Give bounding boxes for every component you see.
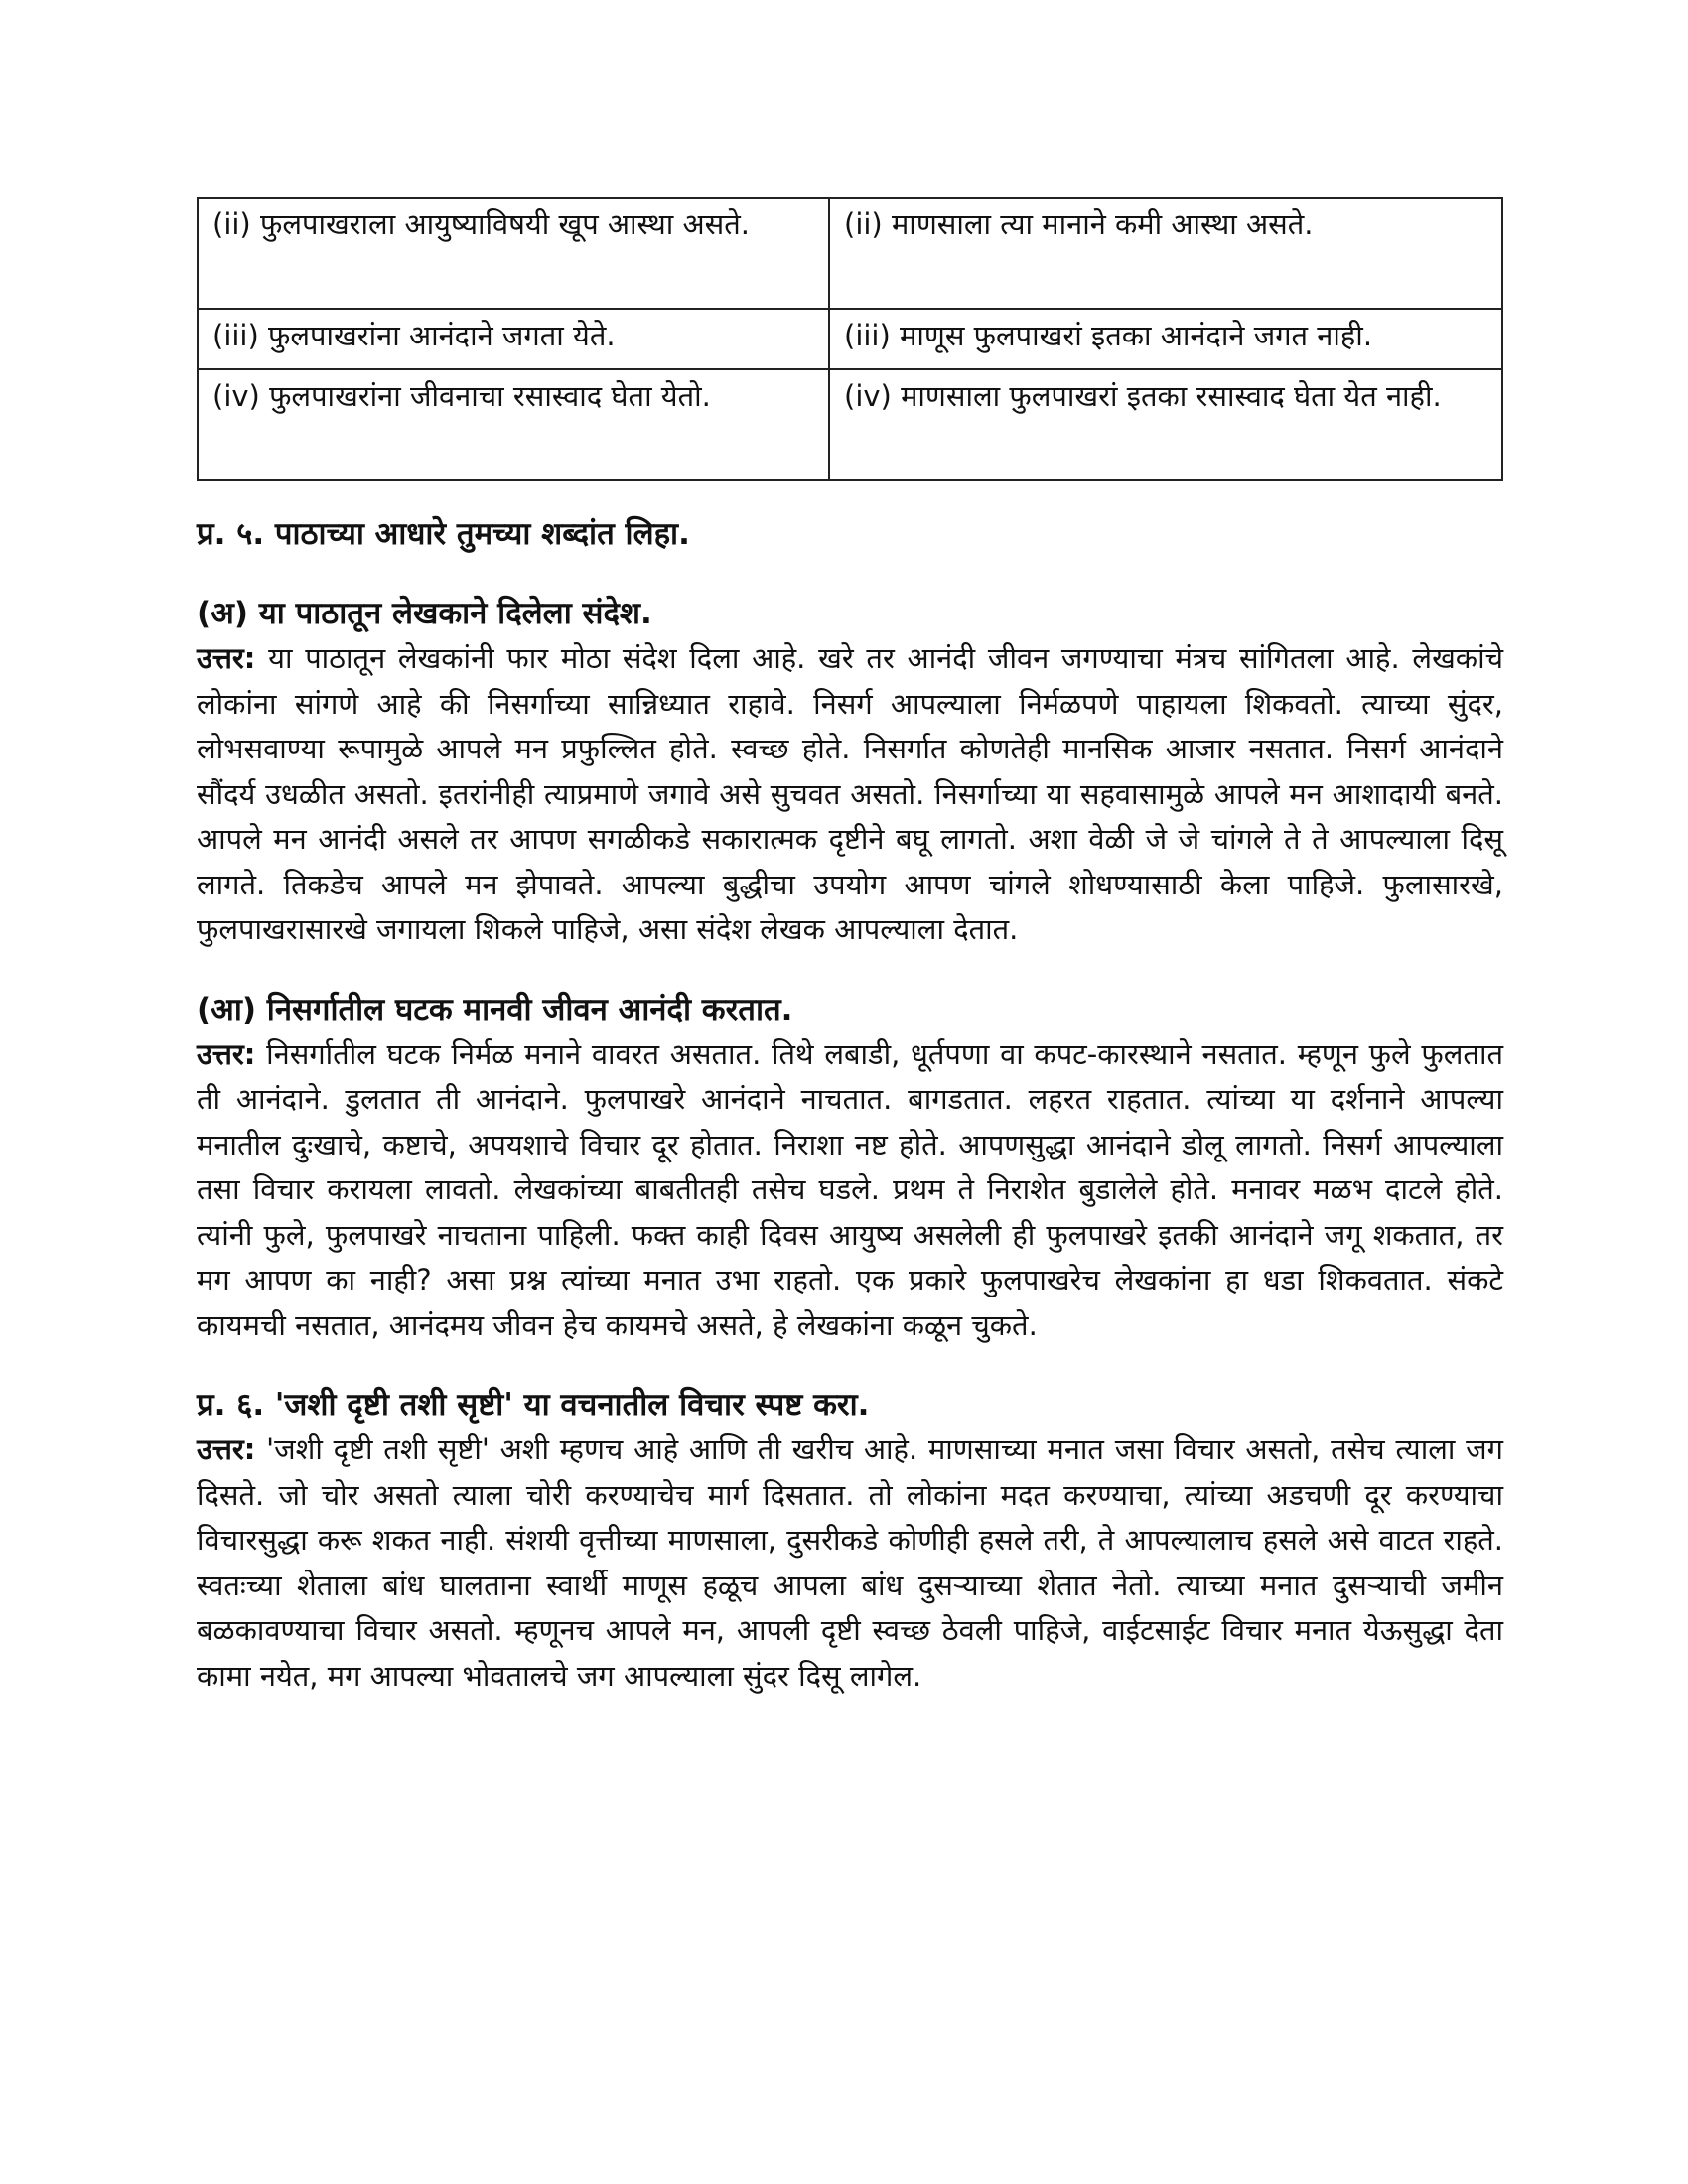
table-cell-human: (iii) माणूस फुलपाखरां इतका आनंदाने जगत नाही.: [829, 309, 1502, 369]
table-cell-butterfly: (iv) फुलपाखरांना जीवनाचा रसास्वाद घेता येतो.: [198, 369, 829, 480]
document-page: [197, 197, 1503, 1699]
table-row: [198, 309, 1502, 369]
answer-5a: [197, 636, 1503, 953]
table-row: [198, 369, 1502, 480]
question-5-heading: प्र. ५. पाठाच्या आधारे तुमच्या शब्दांत लिहा.: [197, 516, 690, 552]
answer-text: या पाठातून लेखकांनी फार मोठा संदेश दिला आहे. खरे तर आनंदी जीवन जगण्याचा मंत्रच सांगितला आहे. लेखकांचे लोकांना सांगणे आहे की निसर्गाच्या सान्निध्यात राहावे. निसर्ग आपल्याला निर्मळपणे पाहायला शिकवतो. त्याच्या सुंदर, लोभसवाण्या रूपामुळे आपले मन प्रफुल्लित होते. स्वच्छ होते. निसर्गात कोणतेही मानसिक आजार नसतात. निसर्ग आनंदाने सौंदर्य उधळीत असतो. इतरांनीही त्याप्रमाणे जगावे असे सुचवत असतो. निसर्गाच्या या सहवासामुळे आपले मन आशादायी बनते. आपले मन आनंदी असले तर आपण सगळीकडे सकारात्मक दृष्टीने बघू लागतो. अशा वेळी जे जे चांगले ते ते आपल्याला दिसू लागते. तिकडेच आपले मन झेपावते. आपल्या बुद्धीचा उपयोग आपण चांगले शोधण्यासाठी केला पाहिजे. फुलासारखे, फुलपाखरासारखे जगायला शिकले पाहिजे, असा संदेश लेखक आपल्याला देतात.: [197, 641, 1503, 946]
table-cell-butterfly: (ii) फुलपाखराला आयुष्याविषयी खूप आस्था असते.: [198, 198, 829, 309]
table-cell-butterfly: (iii) फुलपाखरांना आनंदाने जगता येते.: [198, 309, 829, 369]
table-cell-human: (ii) माणसाला त्या मानाने कमी आस्था असते.: [829, 198, 1502, 309]
question-5a-heading: (अ) या पाठातून लेखकाने दिलेला संदेश.: [197, 596, 652, 631]
question-5: [197, 511, 1503, 1348]
answer-label: उत्तर:: [197, 641, 256, 675]
question-6-heading: प्र. ६. 'जशी दृष्टी तशी सृष्टी' या वचनातील विचार स्पष्ट करा.: [197, 1387, 870, 1423]
table-cell-human: (iv) माणसाला फुलपाखरां इतका रसास्वाद घेता येत नाही.: [829, 369, 1502, 480]
answer-5b: [197, 1032, 1503, 1349]
question-5b-heading: (आ) निसर्गातील घटक मानवी जीवन आनंदी करतात.: [197, 991, 793, 1027]
question-5a: [197, 591, 1503, 953]
answer-text: 'जशी दृष्टी तशी सृष्टी' अशी म्हणच आहे आणि ती खरीच आहे. माणसाच्या मनात जसा विचार असतो, तसेच त्याला जग दिसते. जो चोर असतो त्याला चोरी करण्याचेच मार्ग दिसतात. तो लोकांना मदत करण्याचा, त्यांच्या अडचणी दूर करण्याचा विचारसुद्धा करू शकत नाही. संशयी वृत्तीच्या माणसाला, दुसरीकडे कोणीही हसले तरी, ते आपल्यालाच हसले असे वाटत राहते. स्वतःच्या शेताला बांध घालताना स्वार्थी माणूस हळूच आपला बांध दुसऱ्याच्या शेतात नेतो. त्याच्या मनात दुसऱ्याची जमीन बळकावण्याचा विचार असतो. म्हणूनच आपले मन, आपली दृष्टी स्वच्छ ठेवली पाहिजे, वाईटसाईट विचार मनात येऊसुद्धा देता कामा नयेत, मग आपल्या भोवतालचे जग आपल्याला सुंदर दिसू लागेल.: [197, 1433, 1503, 1693]
table-row: [198, 198, 1502, 309]
answer-label: उत्तर:: [197, 1036, 256, 1071]
comparison-table: [197, 197, 1503, 481]
question-5b: [197, 987, 1503, 1349]
answer-label: उत्तर:: [197, 1433, 256, 1466]
question-6: [197, 1382, 1503, 1699]
answer-6: [197, 1428, 1503, 1699]
answer-text: निसर्गातील घटक निर्मळ मनाने वावरत असतात. तिथे लबाडी, धूर्तपणा वा कपट-कारस्थाने नसतात. म्हणून फुले फुलतात ती आनंदाने. डुलतात ती आनंदाने. फुलपाखरे आनंदाने नाचतात. बागडतात. लहरत राहतात. त्यांच्या या दर्शनाने आपल्या मनातील दुःखाचे, कष्टाचे, अपयशाचे विचार दूर होतात. निराशा नष्ट होते. आपणसुद्धा आनंदाने डोलू लागतो. निसर्ग आपल्याला तसा विचार करायला लावतो. लेखकांच्या बाबतीतही तसेच घडले. प्रथम ते निराशेत बुडालेले होते. मनावर मळभ दाटले होते. त्यांनी फुले, फुलपाखरे नाचताना पाहिली. फक्त काही दिवस आयुष्य असलेली ही फुलपाखरे इतकी आनंदाने जगू शकतात, तर मग आपण का नाही? असा प्रश्न त्यांच्या मनात उभा राहतो. एक प्रकारे फुलपाखरेच लेखकांना हा धडा शिकवतात. संकटे कायमची नसतात, आनंदमय जीवन हेच कायमचे असते, हे लेखकांना कळून चुकते.: [197, 1036, 1503, 1342]
